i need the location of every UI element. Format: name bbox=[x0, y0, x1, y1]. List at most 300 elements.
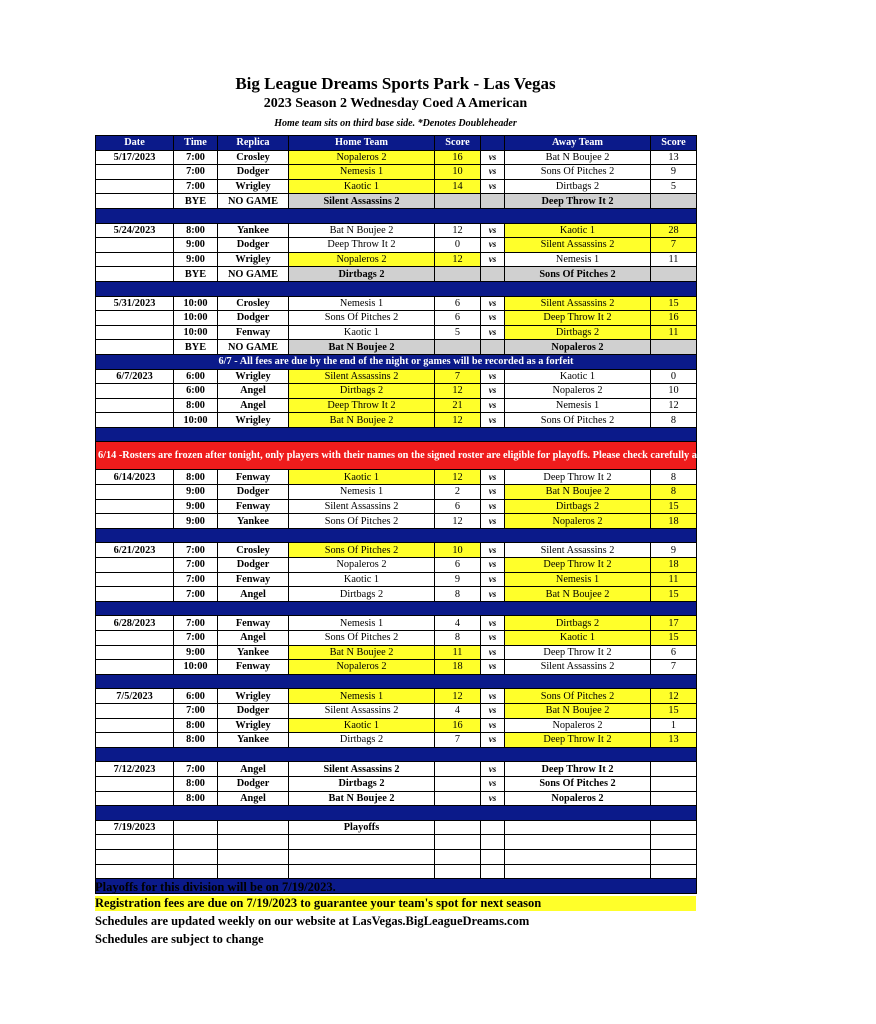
home-team-cell: Bat N Boujee 2 bbox=[289, 791, 435, 806]
away-score-cell bbox=[651, 762, 697, 777]
home-team-cell: Sons Of Pitches 2 bbox=[289, 311, 435, 326]
away-team-cell: Bat N Boujee 2 bbox=[505, 587, 651, 602]
home-score-cell: 12 bbox=[435, 384, 481, 399]
time-cell: 9:00 bbox=[174, 514, 218, 529]
home-team-cell: Kaotic 1 bbox=[289, 718, 435, 733]
bye-row bbox=[96, 194, 697, 209]
vs-cell bbox=[481, 194, 505, 209]
replica-cell: Wrigley bbox=[218, 718, 289, 733]
time-cell: 8:00 bbox=[174, 470, 218, 485]
home-team-cell: Playoffs bbox=[289, 820, 435, 835]
replica-cell: Crosley bbox=[218, 150, 289, 165]
home-score-cell bbox=[435, 791, 481, 806]
game-row bbox=[96, 572, 697, 587]
away-score-cell: 8 bbox=[651, 470, 697, 485]
separator-row bbox=[96, 601, 697, 616]
vs-cell: vs bbox=[481, 587, 505, 602]
vs-cell: vs bbox=[481, 470, 505, 485]
home-team-cell: Nopaleros 2 bbox=[289, 558, 435, 573]
schedule-table bbox=[95, 135, 876, 894]
separator-row bbox=[96, 427, 697, 442]
replica-cell: Angel bbox=[218, 791, 289, 806]
away-score-cell: 11 bbox=[651, 252, 697, 267]
away-team-cell bbox=[505, 849, 651, 864]
date-cell: 6/7/2023 bbox=[96, 369, 174, 384]
vs-cell: vs bbox=[481, 791, 505, 806]
away-team-cell: Nemesis 1 bbox=[505, 252, 651, 267]
time-cell: BYE bbox=[174, 194, 218, 209]
away-score-cell: 17 bbox=[651, 616, 697, 631]
game-row bbox=[96, 485, 697, 500]
home-team-cell bbox=[289, 864, 435, 879]
date-cell bbox=[96, 340, 174, 355]
replica-cell: Angel bbox=[218, 398, 289, 413]
home-team-cell: Deep Throw It 2 bbox=[289, 398, 435, 413]
vs-cell: vs bbox=[481, 325, 505, 340]
date-cell: 5/17/2023 bbox=[96, 150, 174, 165]
vs-cell: vs bbox=[481, 733, 505, 748]
game-row bbox=[96, 703, 697, 718]
date-cell bbox=[96, 645, 174, 660]
home-team-cell: Kaotic 1 bbox=[289, 572, 435, 587]
game-row bbox=[96, 776, 697, 791]
away-team-cell: Sons Of Pitches 2 bbox=[505, 413, 651, 428]
replica-cell: NO GAME bbox=[218, 194, 289, 209]
home-team-note: Home team sits on third base side. *Denotes Doubleheader bbox=[274, 118, 517, 129]
replica-cell bbox=[218, 835, 289, 850]
time-cell: 8:00 bbox=[174, 223, 218, 238]
date-cell bbox=[96, 733, 174, 748]
time-cell: 9:00 bbox=[174, 499, 218, 514]
time-cell: 7:00 bbox=[174, 558, 218, 573]
separator-row bbox=[96, 747, 697, 762]
game-row bbox=[96, 543, 697, 558]
vs-cell: vs bbox=[481, 413, 505, 428]
home-score-cell: 0 bbox=[435, 238, 481, 253]
home-score-cell: 21 bbox=[435, 398, 481, 413]
away-team-cell: Deep Throw It 2 bbox=[505, 470, 651, 485]
vs-cell: vs bbox=[481, 499, 505, 514]
home-score-cell: 6 bbox=[435, 296, 481, 311]
game-row bbox=[96, 384, 697, 399]
replica-cell bbox=[218, 820, 289, 835]
date-cell bbox=[96, 835, 174, 850]
date-cell: 7/12/2023 bbox=[96, 762, 174, 777]
date-cell bbox=[96, 776, 174, 791]
game-row bbox=[96, 296, 697, 311]
game-row bbox=[96, 820, 697, 835]
time-cell bbox=[174, 820, 218, 835]
away-score-cell: 18 bbox=[651, 514, 697, 529]
away-score-cell: 10 bbox=[651, 384, 697, 399]
home-team-cell: Kaotic 1 bbox=[289, 179, 435, 194]
away-score-cell: 6 bbox=[651, 645, 697, 660]
time-cell: 7:00 bbox=[174, 572, 218, 587]
game-row bbox=[96, 499, 697, 514]
home-team-cell: Kaotic 1 bbox=[289, 325, 435, 340]
vs-cell: vs bbox=[481, 558, 505, 573]
away-team-cell: Dirtbags 2 bbox=[505, 179, 651, 194]
away-score-cell: 15 bbox=[651, 587, 697, 602]
time-cell: 7:00 bbox=[174, 165, 218, 180]
page-subtitle: 2023 Season 2 Wednesday Coed A American bbox=[263, 96, 528, 111]
date-cell bbox=[96, 165, 174, 180]
separator-row bbox=[96, 674, 697, 689]
time-cell: 8:00 bbox=[174, 718, 218, 733]
time-cell bbox=[174, 849, 218, 864]
time-cell: 9:00 bbox=[174, 485, 218, 500]
footer-registration-note: Registration fees are due on 7/19/2023 to guarantee your team's spot for next season bbox=[95, 896, 696, 911]
away-team-cell: Kaotic 1 bbox=[505, 631, 651, 646]
home-score-cell bbox=[435, 340, 481, 355]
away-score-cell: 5 bbox=[651, 179, 697, 194]
away-score-cell bbox=[651, 849, 697, 864]
vs-cell: vs bbox=[481, 296, 505, 311]
home-score-cell bbox=[435, 864, 481, 879]
replica-cell: Dodger bbox=[218, 558, 289, 573]
replica-cell: NO GAME bbox=[218, 267, 289, 282]
col-header-home-score: Score bbox=[435, 136, 481, 151]
time-cell: 7:00 bbox=[174, 762, 218, 777]
away-score-cell: 12 bbox=[651, 398, 697, 413]
home-team-cell: Nemesis 1 bbox=[289, 689, 435, 704]
home-team-cell: Dirtbags 2 bbox=[289, 384, 435, 399]
home-score-cell: 8 bbox=[435, 631, 481, 646]
time-cell: 6:00 bbox=[174, 689, 218, 704]
vs-cell: vs bbox=[481, 238, 505, 253]
away-team-cell: Kaotic 1 bbox=[505, 369, 651, 384]
separator-row bbox=[96, 528, 697, 543]
away-team-cell: Deep Throw It 2 bbox=[505, 762, 651, 777]
footer-change-note: Schedules are subject to change bbox=[95, 932, 264, 946]
col-header-vs bbox=[481, 136, 505, 151]
page-title: Big League Dreams Sports Park - Las Vegas bbox=[235, 74, 556, 93]
time-cell bbox=[174, 835, 218, 850]
time-cell: 10:00 bbox=[174, 413, 218, 428]
home-score-cell bbox=[435, 849, 481, 864]
replica-cell: Dodger bbox=[218, 311, 289, 326]
date-cell bbox=[96, 194, 174, 209]
vs-cell: vs bbox=[481, 514, 505, 529]
time-cell: 9:00 bbox=[174, 252, 218, 267]
game-row bbox=[96, 238, 697, 253]
game-row bbox=[96, 849, 697, 864]
separator-cell bbox=[96, 208, 697, 223]
vs-cell: vs bbox=[481, 369, 505, 384]
separator-cell bbox=[96, 427, 697, 442]
game-row bbox=[96, 165, 697, 180]
time-cell: 8:00 bbox=[174, 776, 218, 791]
col-header-away-score: Score bbox=[651, 136, 697, 151]
separator-cell bbox=[96, 806, 697, 821]
away-score-cell: 11 bbox=[651, 572, 697, 587]
home-team-cell: Nopaleros 2 bbox=[289, 150, 435, 165]
home-team-cell: Bat N Boujee 2 bbox=[289, 645, 435, 660]
replica-cell: Wrigley bbox=[218, 689, 289, 704]
away-team-cell: Nemesis 1 bbox=[505, 398, 651, 413]
fee-notice-row bbox=[96, 354, 697, 369]
date-cell bbox=[96, 631, 174, 646]
game-row bbox=[96, 558, 697, 573]
away-score-cell: 1 bbox=[651, 718, 697, 733]
game-row bbox=[96, 791, 697, 806]
away-team-cell: Nopaleros 2 bbox=[505, 718, 651, 733]
home-score-cell: 2 bbox=[435, 485, 481, 500]
away-score-cell: 7 bbox=[651, 238, 697, 253]
replica-cell: Fenway bbox=[218, 616, 289, 631]
away-score-cell: 12 bbox=[651, 689, 697, 704]
replica-cell bbox=[218, 849, 289, 864]
home-score-cell: 8 bbox=[435, 587, 481, 602]
away-score-cell: 13 bbox=[651, 150, 697, 165]
date-cell: 7/5/2023 bbox=[96, 689, 174, 704]
vs-cell: vs bbox=[481, 311, 505, 326]
replica-cell: Wrigley bbox=[218, 413, 289, 428]
away-team-cell: Bat N Boujee 2 bbox=[505, 150, 651, 165]
home-team-cell: Deep Throw It 2 bbox=[289, 238, 435, 253]
date-cell: 5/31/2023 bbox=[96, 296, 174, 311]
vs-cell: vs bbox=[481, 543, 505, 558]
time-cell: 7:00 bbox=[174, 703, 218, 718]
date-cell: 7/19/2023 bbox=[96, 820, 174, 835]
away-score-cell: 18 bbox=[651, 558, 697, 573]
replica-cell: Angel bbox=[218, 631, 289, 646]
game-row bbox=[96, 645, 697, 660]
replica-cell: NO GAME bbox=[218, 340, 289, 355]
home-score-cell: 12 bbox=[435, 413, 481, 428]
away-team-cell: Nopaleros 2 bbox=[505, 791, 651, 806]
away-score-cell: 16 bbox=[651, 311, 697, 326]
home-score-cell: 6 bbox=[435, 558, 481, 573]
away-team-cell bbox=[505, 835, 651, 850]
away-team-cell: Bat N Boujee 2 bbox=[505, 703, 651, 718]
vs-cell: vs bbox=[481, 252, 505, 267]
time-cell: BYE bbox=[174, 340, 218, 355]
time-cell: 9:00 bbox=[174, 645, 218, 660]
time-cell: 9:00 bbox=[174, 238, 218, 253]
date-cell bbox=[96, 587, 174, 602]
vs-cell: vs bbox=[481, 616, 505, 631]
vs-cell: vs bbox=[481, 776, 505, 791]
replica-cell: Fenway bbox=[218, 470, 289, 485]
col-header-replica: Replica bbox=[218, 136, 289, 151]
date-cell bbox=[96, 179, 174, 194]
home-score-cell: 18 bbox=[435, 660, 481, 675]
away-score-cell: 9 bbox=[651, 543, 697, 558]
game-row bbox=[96, 660, 697, 675]
game-row bbox=[96, 631, 697, 646]
away-team-cell: Dirtbags 2 bbox=[505, 325, 651, 340]
game-row bbox=[96, 864, 697, 879]
date-cell bbox=[96, 864, 174, 879]
col-header-home-team: Home Team bbox=[289, 136, 435, 151]
away-team-cell: Deep Throw It 2 bbox=[505, 194, 651, 209]
game-row bbox=[96, 179, 697, 194]
replica-cell: Fenway bbox=[218, 499, 289, 514]
replica-cell: Dodger bbox=[218, 238, 289, 253]
replica-cell: Dodger bbox=[218, 165, 289, 180]
away-score-cell bbox=[651, 820, 697, 835]
replica-cell: Angel bbox=[218, 384, 289, 399]
home-team-cell: Bat N Boujee 2 bbox=[289, 223, 435, 238]
home-score-cell: 10 bbox=[435, 165, 481, 180]
replica-cell: Yankee bbox=[218, 733, 289, 748]
home-score-cell: 9 bbox=[435, 572, 481, 587]
vs-cell: vs bbox=[481, 645, 505, 660]
away-team-cell: Deep Throw It 2 bbox=[505, 558, 651, 573]
away-score-cell: 15 bbox=[651, 296, 697, 311]
away-team-cell: Sons Of Pitches 2 bbox=[505, 267, 651, 282]
date-cell bbox=[96, 558, 174, 573]
away-team-cell: Dirtbags 2 bbox=[505, 616, 651, 631]
home-team-cell: Nopaleros 2 bbox=[289, 660, 435, 675]
away-team-cell bbox=[505, 820, 651, 835]
vs-cell: vs bbox=[481, 398, 505, 413]
col-header-date: Date bbox=[96, 136, 174, 151]
date-cell bbox=[96, 252, 174, 267]
col-header-time: Time bbox=[174, 136, 218, 151]
vs-cell: vs bbox=[481, 572, 505, 587]
vs-cell: vs bbox=[481, 150, 505, 165]
vs-cell bbox=[481, 864, 505, 879]
separator-row bbox=[96, 208, 697, 223]
game-row bbox=[96, 150, 697, 165]
vs-cell: vs bbox=[481, 485, 505, 500]
away-score-cell: 8 bbox=[651, 413, 697, 428]
separator-cell bbox=[96, 528, 697, 543]
home-score-cell bbox=[435, 194, 481, 209]
replica-cell: Dodger bbox=[218, 776, 289, 791]
time-cell bbox=[174, 864, 218, 879]
home-score-cell: 12 bbox=[435, 470, 481, 485]
replica-cell: Yankee bbox=[218, 223, 289, 238]
home-team-cell: Nemesis 1 bbox=[289, 616, 435, 631]
away-score-cell: 28 bbox=[651, 223, 697, 238]
time-cell: BYE bbox=[174, 267, 218, 282]
away-team-cell bbox=[505, 864, 651, 879]
away-team-cell: Nopaleros 2 bbox=[505, 514, 651, 529]
time-cell: 7:00 bbox=[174, 631, 218, 646]
vs-cell: vs bbox=[481, 660, 505, 675]
replica-cell: Crosley bbox=[218, 296, 289, 311]
replica-cell: Angel bbox=[218, 587, 289, 602]
date-cell bbox=[96, 384, 174, 399]
date-cell bbox=[96, 572, 174, 587]
game-row bbox=[96, 835, 697, 850]
fee-notice-text: 6/7 - All fees are due by the end of the night or games will be recorded as a forfeit bbox=[96, 354, 697, 369]
home-team-cell: Nemesis 1 bbox=[289, 165, 435, 180]
separator-row bbox=[96, 806, 697, 821]
vs-cell: vs bbox=[481, 762, 505, 777]
away-team-cell: Silent Assassins 2 bbox=[505, 238, 651, 253]
roster-notice-row bbox=[96, 442, 697, 470]
away-score-cell bbox=[651, 194, 697, 209]
vs-cell: vs bbox=[481, 718, 505, 733]
footer-playoffs-note: Playoffs for this division will be on 7/19/2023. bbox=[95, 880, 336, 894]
away-team-cell: Deep Throw It 2 bbox=[505, 311, 651, 326]
time-cell: 7:00 bbox=[174, 179, 218, 194]
date-cell: 6/14/2023 bbox=[96, 470, 174, 485]
away-score-cell: 0 bbox=[651, 369, 697, 384]
away-team-cell: Sons Of Pitches 2 bbox=[505, 689, 651, 704]
home-team-cell bbox=[289, 849, 435, 864]
away-score-cell bbox=[651, 267, 697, 282]
game-row bbox=[96, 325, 697, 340]
away-score-cell: 15 bbox=[651, 499, 697, 514]
col-header-away-team: Away Team bbox=[505, 136, 651, 151]
date-cell: 6/28/2023 bbox=[96, 616, 174, 631]
home-score-cell bbox=[435, 762, 481, 777]
date-cell bbox=[96, 718, 174, 733]
game-row bbox=[96, 689, 697, 704]
home-score-cell bbox=[435, 820, 481, 835]
vs-cell: vs bbox=[481, 384, 505, 399]
home-score-cell bbox=[435, 835, 481, 850]
bye-row bbox=[96, 267, 697, 282]
home-team-cell: Silent Assassins 2 bbox=[289, 499, 435, 514]
away-team-cell: Sons Of Pitches 2 bbox=[505, 165, 651, 180]
home-team-cell: Dirtbags 2 bbox=[289, 267, 435, 282]
date-cell bbox=[96, 485, 174, 500]
time-cell: 7:00 bbox=[174, 543, 218, 558]
away-team-cell: Bat N Boujee 2 bbox=[505, 485, 651, 500]
game-row bbox=[96, 733, 697, 748]
away-score-cell: 7 bbox=[651, 660, 697, 675]
home-score-cell: 10 bbox=[435, 543, 481, 558]
home-score-cell: 12 bbox=[435, 223, 481, 238]
home-score-cell: 5 bbox=[435, 325, 481, 340]
date-cell bbox=[96, 413, 174, 428]
home-score-cell: 11 bbox=[435, 645, 481, 660]
time-cell: 8:00 bbox=[174, 398, 218, 413]
time-cell: 10:00 bbox=[174, 311, 218, 326]
away-score-cell bbox=[651, 791, 697, 806]
away-score-cell: 8 bbox=[651, 485, 697, 500]
replica-cell: Wrigley bbox=[218, 252, 289, 267]
away-score-cell: 15 bbox=[651, 631, 697, 646]
home-team-cell: Dirtbags 2 bbox=[289, 733, 435, 748]
date-cell bbox=[96, 791, 174, 806]
home-team-cell: Kaotic 1 bbox=[289, 470, 435, 485]
home-score-cell: 12 bbox=[435, 514, 481, 529]
time-cell: 10:00 bbox=[174, 325, 218, 340]
game-row bbox=[96, 223, 697, 238]
replica-cell: Dodger bbox=[218, 703, 289, 718]
date-cell bbox=[96, 703, 174, 718]
replica-cell: Yankee bbox=[218, 514, 289, 529]
game-row bbox=[96, 252, 697, 267]
home-score-cell: 16 bbox=[435, 718, 481, 733]
replica-cell: Yankee bbox=[218, 645, 289, 660]
vs-cell: vs bbox=[481, 689, 505, 704]
home-score-cell: 4 bbox=[435, 703, 481, 718]
game-row bbox=[96, 311, 697, 326]
home-score-cell bbox=[435, 776, 481, 791]
away-team-cell: Deep Throw It 2 bbox=[505, 645, 651, 660]
vs-cell bbox=[481, 835, 505, 850]
time-cell: 8:00 bbox=[174, 733, 218, 748]
home-score-cell: 14 bbox=[435, 179, 481, 194]
home-team-cell: Bat N Boujee 2 bbox=[289, 413, 435, 428]
replica-cell: Fenway bbox=[218, 660, 289, 675]
date-cell: 5/24/2023 bbox=[96, 223, 174, 238]
time-cell: 6:00 bbox=[174, 384, 218, 399]
replica-cell: Wrigley bbox=[218, 179, 289, 194]
game-row bbox=[96, 413, 697, 428]
away-score-cell bbox=[651, 864, 697, 879]
away-team-cell: Dirtbags 2 bbox=[505, 499, 651, 514]
game-row bbox=[96, 470, 697, 485]
